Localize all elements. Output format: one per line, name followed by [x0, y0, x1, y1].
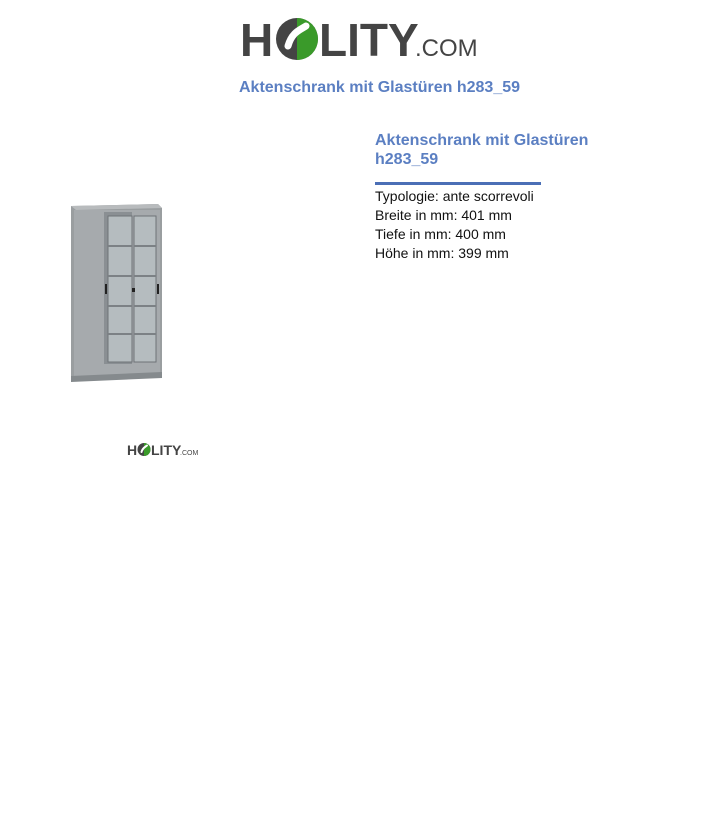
sliding-glass-door-cabinet-icon [71, 204, 162, 382]
logo-small-letters-lity: LITY [151, 442, 182, 458]
logo-small-o-icon [138, 443, 151, 456]
logo-letters-lity: LITY [319, 14, 419, 66]
logo-letter-h: H [240, 14, 274, 66]
page-title: Aktenschrank mit Glastüren h283_59 [239, 79, 521, 96]
product-image [68, 200, 166, 384]
spec-breite: Breite in mm: 401 mm [375, 207, 512, 223]
product-title-line2: h283_59 [375, 151, 439, 168]
product-title [375, 131, 635, 169]
logo-suffix: .COM [415, 35, 478, 62]
logo-small-suffix: .COM [180, 450, 199, 457]
holity-logo-small [127, 441, 199, 458]
holity-logo[interactable] [240, 12, 482, 66]
spec-hoehe: Höhe in mm: 399 mm [375, 245, 509, 261]
product-title-line1: Aktenschrank mit Glastüren [375, 132, 589, 149]
logo-o-icon [276, 18, 318, 60]
product-details [375, 131, 635, 263]
spec-tiefe: Tiefe in mm: 400 mm [375, 226, 506, 242]
logo-small-letter-h: H [127, 442, 138, 458]
spec-typologie: Typologie: ante scorrevoli [375, 188, 534, 204]
title-divider [375, 182, 541, 185]
